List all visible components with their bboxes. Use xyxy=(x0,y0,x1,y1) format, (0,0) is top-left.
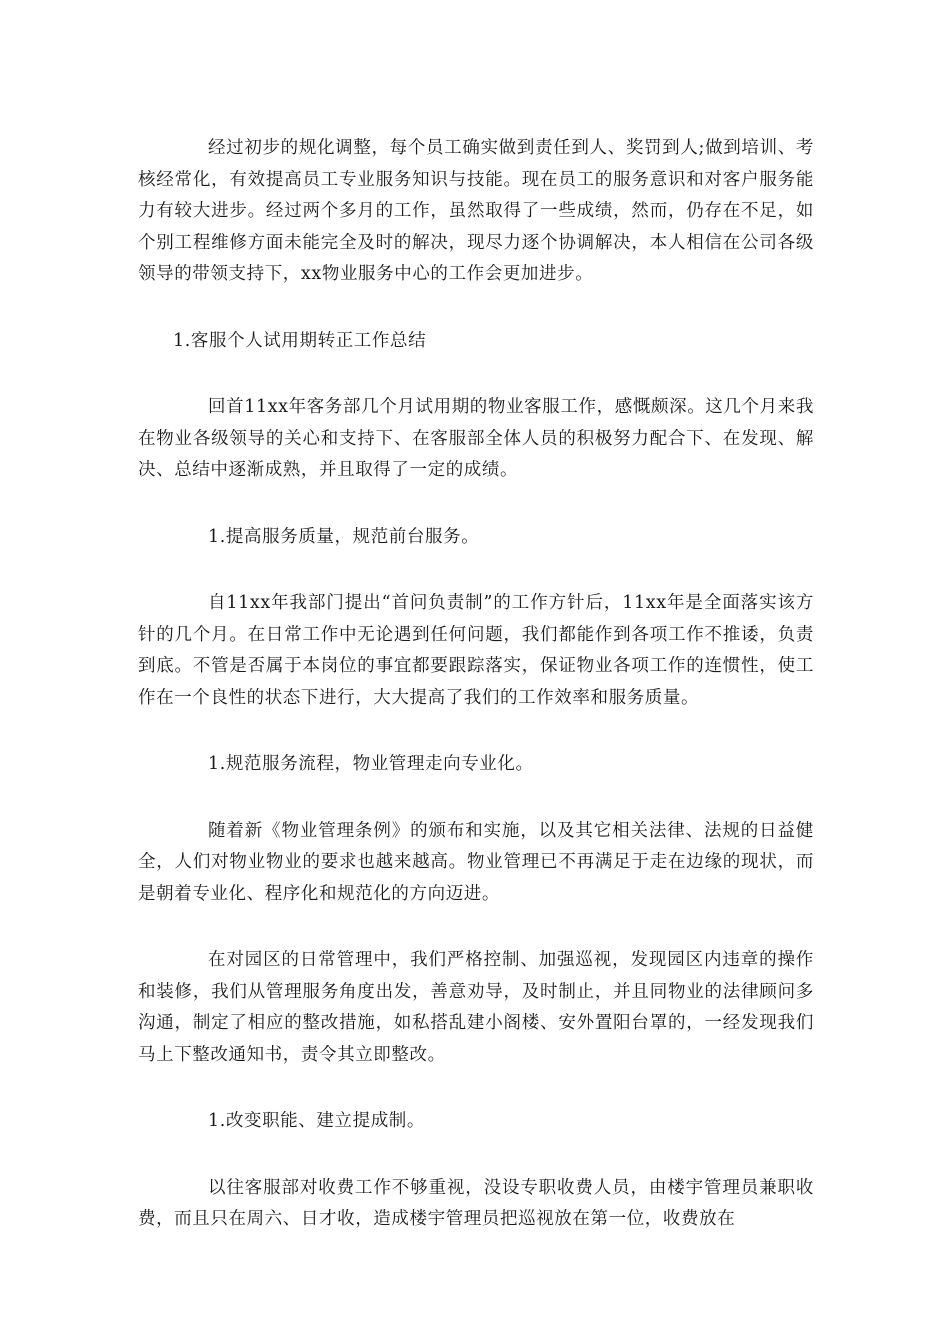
document-body xyxy=(138,133,814,1271)
subheading-service-process: 1.规范服务流程，物业管理走向专业化。 xyxy=(208,754,534,774)
paragraph-intro: 经过初步的规化调整，每个员工确实做到责任到人、奖罚到人;做到培训、考核经常化，有效提高员工专业服务知识与技能。现在员工的服务意识和对客户服务能力有较大进步。经过两个多月的工作，虽然取得了一些成绩，然而，仍存在不足，如个别工程维修方面未能完全及时的解决，现尽力逐个协调解决，本人相信在公司各级领导的带领支持下，xx物业服务中心的工作会更加进步。 xyxy=(138,138,814,284)
paragraph-review: 回首11xx年客务部几个月试用期的物业客服工作，感慨颇深。这几个月来我在物业各级领导的关心和支持下、在客服部全体人员的积极努力配合下、在发现、解决、总结中逐渐成熟，并且取得了一定的成绩。 xyxy=(138,397,814,480)
section-heading: 1.客服个人试用期转正工作总结 xyxy=(173,330,427,351)
subheading-commission: 1.改变职能、建立提成制。 xyxy=(208,1111,425,1131)
paragraph-daily-management: 在对园区的日常管理中，我们严格控制、加强巡视，发现园区内违章的操作和装修，我们从管理服务角度出发，善意劝导，及时制止，并且同物业的法律顾问多沟通，制定了相应的整改措施，如私搭乱建小阁楼、安外置阳台罩的，一经发现我们马上下整改通知书，责令其立即整改。 xyxy=(138,950,814,1065)
paragraph-regulations: 随着新《物业管理条例》的颁布和实施，以及其它相关法律、法规的日益健全，人们对物业物业的要求也越来越高。物业管理已不再满足于走在边缘的现状，而是朝着专业化、程序化和规范化的方向迈进。 xyxy=(138,820,814,904)
paragraph-responsibility: 自11xx年我部门提出“首问负责制”的工作方针后，11xx年是全面落实该方针的几个月。在日常工作中无论遇到任何问题，我们都能作到各项工作不推诿，负责到底。不管是否属于本岗位的事宜都要跟踪落实，保证物业各项工作的连惯性，使工作在一个良性的状态下进行，大大提高了我们的工作效率和服务质量。 xyxy=(138,593,814,708)
subheading-service-quality: 1.提高服务质量，规范前台服务。 xyxy=(208,526,480,547)
paragraph-fee-collection: 以往客服部对收费工作不够重视，没设专职收费人员，由楼宇管理员兼职收费，而且只在周六、日才收，造成楼宇管理员把巡视放在第一位，收费放在 xyxy=(138,1177,814,1229)
